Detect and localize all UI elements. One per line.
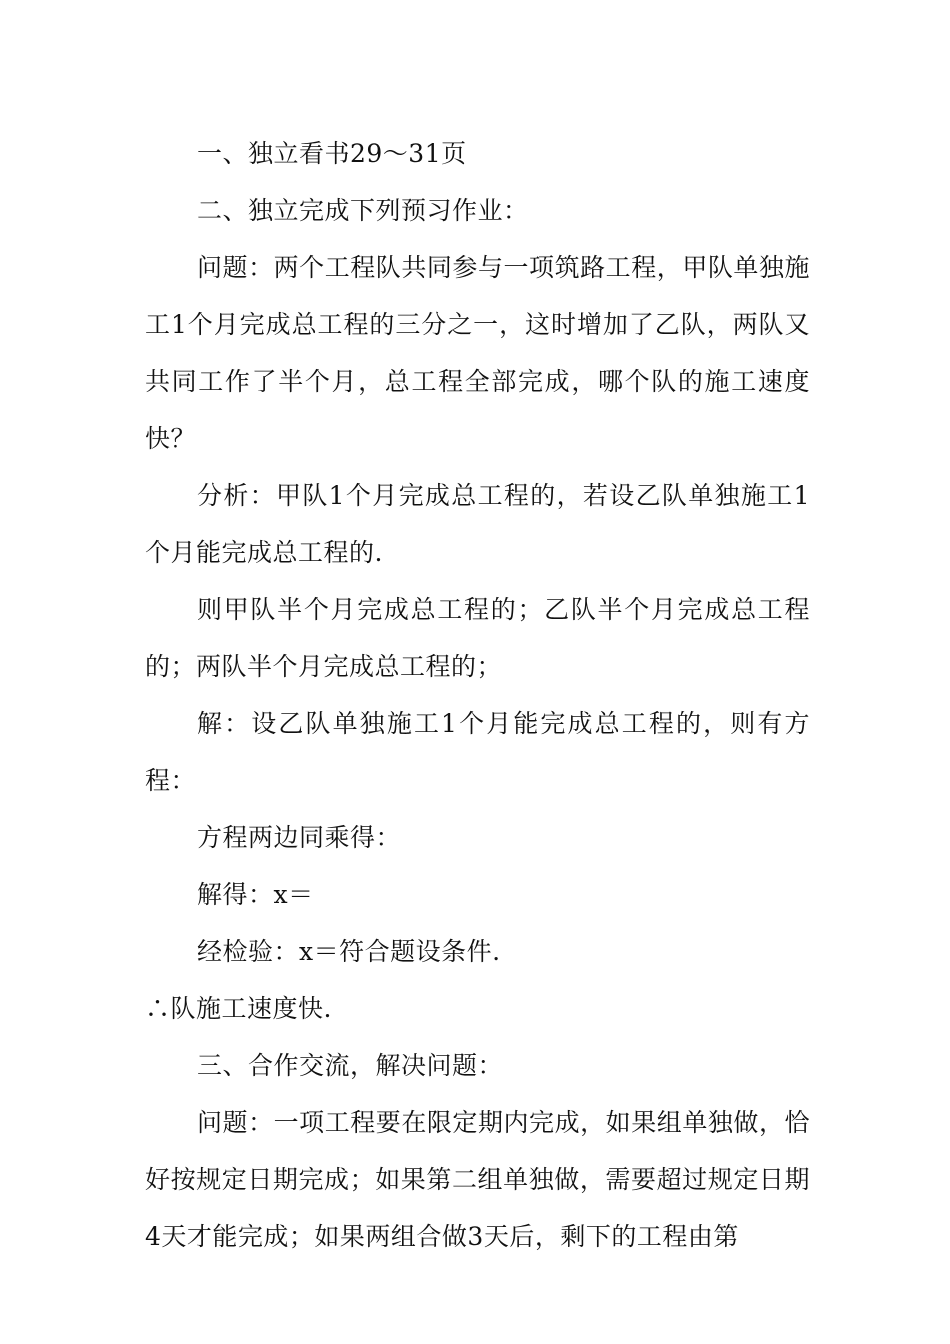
verification-line: 经检验：x＝符合题设条件. <box>197 937 501 966</box>
problem-paragraph-1: 问题：两个工程队共同参与一项筑路工程，甲队单独施工1个月完成总工程的三分之一，这时增加了乙队，两队又共同工作了半个月，总工程全部完成，哪个队的施工速度快？ <box>145 253 810 453</box>
solution-paragraph: 解：设乙队单独施工1个月能完成总工程的，则有方程： <box>145 709 810 795</box>
heading-read-book: 一、独立看书29～31页 <box>197 139 467 168</box>
heading-cooperation: 三、合作交流，解决问题： <box>197 1051 504 1080</box>
problem-paragraph-2: 问题：一项工程要在限定期内完成，如果组单独做，恰好按规定日期完成；如果第二组单独做，需要超过规定日期4天才能完成；如果两组合做3天后，剩下的工程由第 <box>145 1108 810 1251</box>
heading-preview-homework: 二、独立完成下列预习作业： <box>197 196 529 225</box>
document-body <box>145 125 810 1265</box>
solve-result-line: 解得：x＝ <box>197 880 314 909</box>
half-month-paragraph: 则甲队半个月完成总工程的；乙队半个月完成总工程的；两队半个月完成总工程的； <box>145 595 810 681</box>
conclusion-line: ∴队施工速度快. <box>145 994 332 1023</box>
multiply-both-sides-line: 方程两边同乘得： <box>197 823 402 852</box>
analysis-paragraph: 分析：甲队1个月完成总工程的，若设乙队单独施工1个月能完成总工程的. <box>145 481 810 567</box>
